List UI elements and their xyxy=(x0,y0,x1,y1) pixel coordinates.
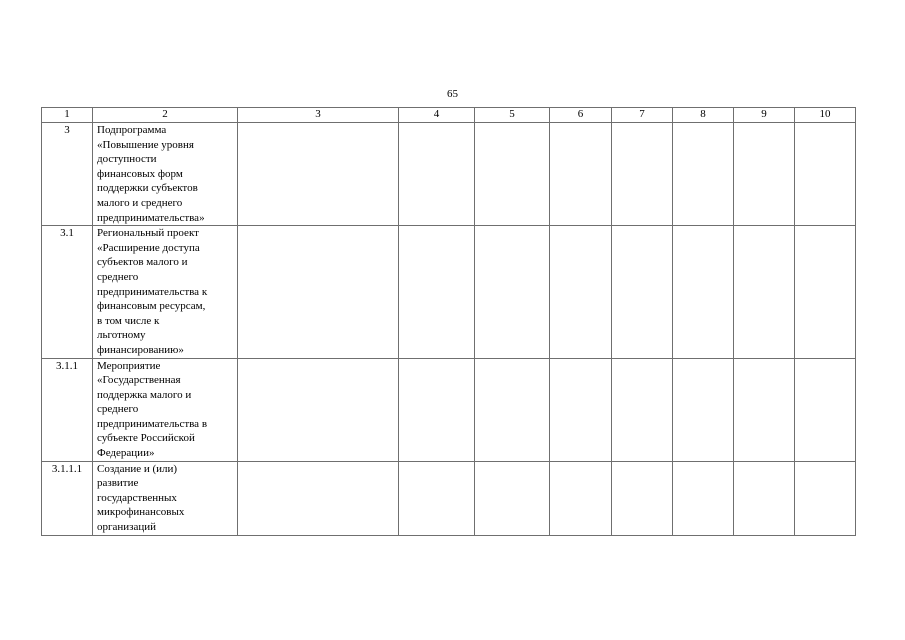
table-cell xyxy=(550,226,612,358)
table-cell xyxy=(795,226,856,358)
row-name-line: субъектов малого и xyxy=(97,256,188,269)
row-name-line: организаций xyxy=(97,521,157,534)
table-cell xyxy=(238,226,399,358)
row-name-line: финансовых форм xyxy=(97,167,183,180)
row-name xyxy=(93,123,238,226)
table-cell xyxy=(734,358,795,461)
row-name-line: Мероприятие xyxy=(97,359,161,372)
table-cell xyxy=(238,123,399,226)
table-cell xyxy=(612,461,673,535)
row-name-line: государственных xyxy=(97,491,177,504)
row-name-line: «Государственная xyxy=(97,374,181,387)
table-cell xyxy=(673,461,734,535)
row-name-line: предпринимательства в xyxy=(97,417,208,430)
table-row xyxy=(42,461,856,535)
table-cell xyxy=(550,461,612,535)
table-cell xyxy=(399,226,475,358)
row-number: 3 xyxy=(42,123,93,226)
table-cell xyxy=(612,358,673,461)
table-cell xyxy=(475,226,550,358)
table-row xyxy=(42,226,856,358)
table-cell xyxy=(795,123,856,226)
row-name-line: среднего xyxy=(97,403,139,416)
table-cell xyxy=(399,123,475,226)
table-cell xyxy=(399,358,475,461)
row-name-line: финансированию» xyxy=(97,343,184,356)
row-number: 3.1.1 xyxy=(42,358,93,461)
row-name-line: микрофинансовых xyxy=(97,506,185,519)
table-cell xyxy=(612,123,673,226)
program-table xyxy=(41,107,856,536)
column-header-1: 1 xyxy=(42,108,93,123)
row-name-line: поддержка малого и xyxy=(97,388,192,401)
row-name-line: в том числе к xyxy=(97,314,160,327)
table-cell xyxy=(238,358,399,461)
column-header-10: 10 xyxy=(795,108,856,123)
column-header-3: 3 xyxy=(238,108,399,123)
table-cell xyxy=(475,461,550,535)
row-name-line: доступности xyxy=(97,153,157,166)
table-cell xyxy=(399,461,475,535)
table-cell xyxy=(612,226,673,358)
table-cell xyxy=(550,123,612,226)
row-name-line: «Повышение уровня xyxy=(97,138,194,151)
row-name xyxy=(93,226,238,358)
table-cell xyxy=(734,461,795,535)
row-name-line: среднего xyxy=(97,270,139,283)
row-name-line: предпринимательства к xyxy=(97,285,208,298)
row-name-line: Создание и (или) xyxy=(97,462,178,475)
table-row xyxy=(42,123,856,226)
row-name xyxy=(93,358,238,461)
table-body xyxy=(42,123,856,536)
row-name-line: малого и среднего xyxy=(97,196,183,209)
row-name-line: финансовым ресурсам, xyxy=(97,300,206,313)
table-cell xyxy=(550,358,612,461)
page-number: 65 xyxy=(447,88,458,100)
row-name-line: «Расширение доступа xyxy=(97,241,200,254)
column-header-7: 7 xyxy=(612,108,673,123)
table-cell xyxy=(795,358,856,461)
row-name-line: льготному xyxy=(97,329,146,342)
row-name-line: развитие xyxy=(97,477,139,490)
column-header-2: 2 xyxy=(93,108,238,123)
row-name-line: поддержки субъектов xyxy=(97,182,198,195)
row-name-line: предпринимательства» xyxy=(97,211,205,224)
column-header-9: 9 xyxy=(734,108,795,123)
table-cell xyxy=(475,123,550,226)
table-cell xyxy=(238,461,399,535)
column-header-4: 4 xyxy=(399,108,475,123)
row-name xyxy=(93,461,238,535)
column-header-8: 8 xyxy=(673,108,734,123)
table-cell xyxy=(734,123,795,226)
table-cell xyxy=(673,358,734,461)
table-row xyxy=(42,358,856,461)
header-row xyxy=(42,108,856,123)
row-number: 3.1.1.1 xyxy=(42,461,93,535)
row-name-line: Региональный проект xyxy=(97,227,199,240)
table-cell xyxy=(475,358,550,461)
table-cell xyxy=(673,226,734,358)
table-cell xyxy=(734,226,795,358)
column-header-6: 6 xyxy=(550,108,612,123)
table-cell xyxy=(795,461,856,535)
column-header-5: 5 xyxy=(475,108,550,123)
row-name-line: субъекте Российской xyxy=(97,432,195,445)
row-name-line: Федерации» xyxy=(97,447,155,460)
row-name-line: Подпрограмма xyxy=(97,124,167,136)
table-cell xyxy=(673,123,734,226)
row-number: 3.1 xyxy=(42,226,93,358)
